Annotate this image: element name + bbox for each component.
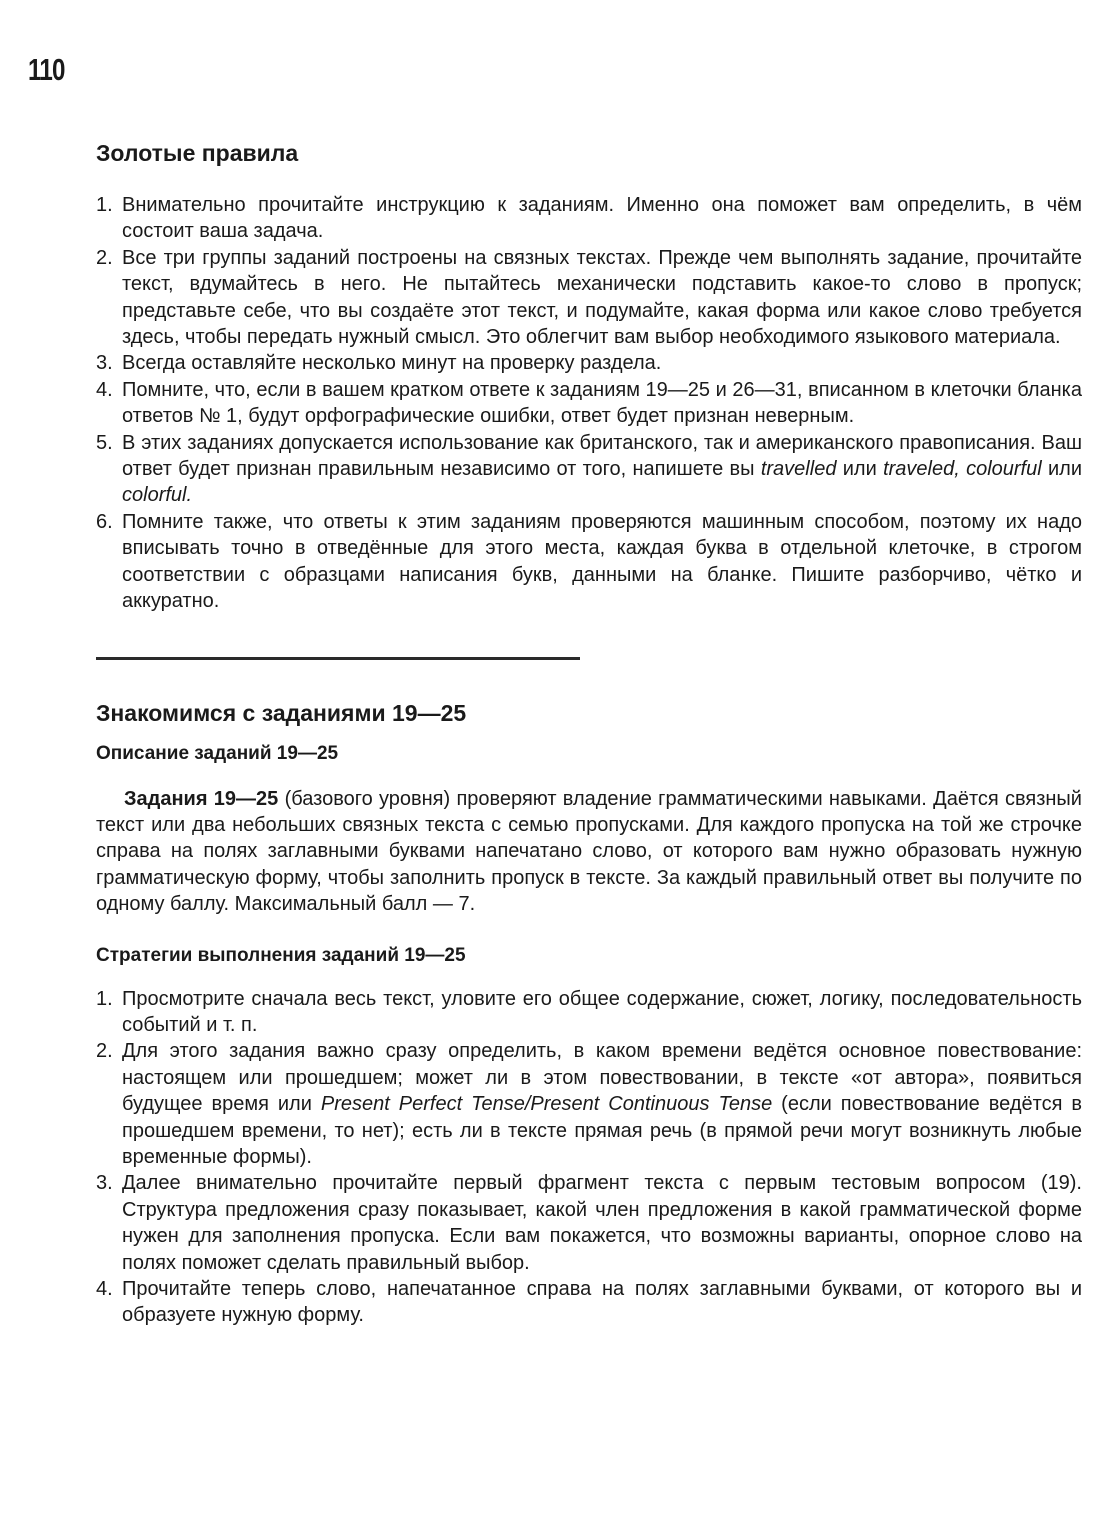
item-text: Внимательно прочитайте инструкцию к заданиям. Именно она поможет вам определить, в чём состоит ваша задача.: [122, 194, 1082, 243]
spelling-example: colorful.: [122, 484, 193, 507]
item-text: [122, 1038, 1082, 1170]
tense-example: Present Perfect Tense/Present Continuous Tense: [320, 1093, 773, 1116]
section-title: Знакомимся с заданиями 19—25: [96, 699, 467, 726]
list-item: [96, 430, 1082, 509]
item-text: Все три группы заданий построены на связных текстах. Прежде чем выполнять задание, прочитайте текст, вдумайтесь в него. Не пытайтесь механически подставить какое-то слово в пропуск; представьте себе, что вы создаёте этот текст, и подумайте, какая форма или какое слово требуется здесь, чтобы передать нужный смысл. Это облегчит вам выбор необходимого языкового материала.: [122, 246, 1082, 349]
spelling-example: traveled,: [883, 458, 960, 481]
text-segment: или: [1041, 458, 1082, 481]
text-segment: или: [836, 458, 884, 481]
list-item: [96, 1276, 1082, 1329]
list-item: [96, 1170, 1082, 1276]
description-text: (базового уровня) проверяют владение грамматическими навыками. Даётся связный текст или два небольших связных текста с семью пропусками. Для каждого пропуска на той же строчке справа на полях заглавными буквами напечатано слово, от которого вам нужно образовать нужную грамматическую форму, чтобы заполнить пропуск в тексте. За каждый правильный ответ вы получите по одному баллу. Максимальный балл — 7.: [96, 787, 1082, 916]
item-text: Помните также, что ответы к этим заданиям проверяются машинным способом, поэтому их надо вписывать точно в отведённые для этого места, каждая буква в отдельной клеточке, в строгом соответствии с образцами написания букв, данными на бланке. Пишите разборчиво, чётко и аккуратно.: [122, 510, 1082, 613]
item-text: Помните, что, если в вашем кратком ответе к заданиям 19—25 и 26—31, вписанном в клеточки бланка ответов № 1, будут орфографические ошибки, ответ будет признан неверным.: [122, 378, 1082, 428]
list-item: [96, 350, 1082, 376]
strategies-list: [96, 986, 1082, 1329]
item-number: 4.: [96, 378, 113, 401]
text-segment: (если повествование ведётся в прошедшем времени, то нет); есть ли в тексте прямая речь (в прямой речи могут возникнуть любые временные формы).: [122, 1093, 1082, 1168]
golden-rules-title: Золотые правила: [96, 140, 299, 166]
item-text: Далее внимательно прочитайте первый фрагмент текста с первым тестовым вопросом (19). Структура предложения сразу показывает, какой член предложения в какой грамматической форме нужен для заполнения пропуска. Если вам покажется, что возможны варианты, опорное слово на полях поможет сделать правильный выбор.: [122, 1172, 1082, 1274]
item-number: 4.: [96, 1278, 113, 1300]
page-number: 110: [28, 52, 65, 87]
list-item: [96, 1038, 1082, 1170]
list-item: [96, 509, 1082, 615]
section-divider: [96, 657, 580, 660]
item-text: Прочитайте теперь слово, напечатанное справа на полях заглавными буквами, от которого вы и образуете нужную форму.: [122, 1278, 1082, 1327]
spelling-example: colourful: [966, 458, 1042, 481]
golden-rules-list: [96, 192, 1082, 615]
text-segment: В этих заданиях допускается использование как британского, так и американского правописания. Ваш ответ будет признан правильным независимо от того, напишете вы: [122, 431, 1082, 481]
strategies-title: Стратегии выполнения заданий 19—25: [96, 944, 466, 966]
list-item: [96, 986, 1082, 1039]
item-text: Просмотрите сначала весь текст, уловите его общее содержание, сюжет, логику, последовательность событий и т. п.: [122, 987, 1082, 1036]
spelling-example: travelled: [760, 458, 837, 481]
page-content: [96, 136, 1082, 1329]
item-number: 3.: [96, 1172, 113, 1195]
list-item: [96, 192, 1082, 245]
item-number: 2.: [96, 246, 113, 269]
description-lead: Задания 19—25: [124, 787, 279, 810]
item-number: 2.: [96, 1040, 113, 1063]
item-text: Всегда оставляйте несколько минут на проверку раздела.: [122, 352, 662, 375]
list-item: [96, 377, 1082, 430]
description-paragraph: [96, 786, 1082, 918]
item-number: 1.: [96, 194, 113, 216]
text-segment: Для этого задания важно сразу определить, в каком времени ведётся основное повествование: настоящем или прошедшем; может ли в этом повествовании, в тексте «от автора», появиться будущее время или: [122, 1040, 1082, 1116]
item-number: 3.: [96, 352, 113, 375]
item-text: [122, 430, 1082, 509]
description-title: Описание заданий 19—25: [96, 742, 339, 764]
item-number: 6.: [96, 510, 113, 533]
list-item: [96, 245, 1082, 351]
item-number: 1.: [96, 987, 113, 1010]
item-number: 5.: [96, 431, 113, 454]
